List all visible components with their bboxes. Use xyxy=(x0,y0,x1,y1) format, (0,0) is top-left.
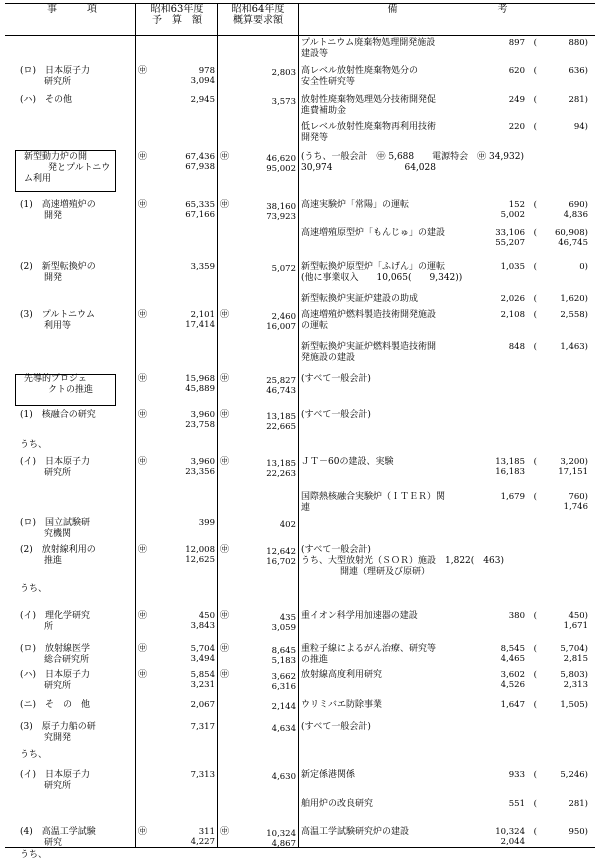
fy63-amount: 450 xyxy=(198,611,215,621)
remark-amount: 380 xyxy=(508,611,525,621)
remark-text: 放射線高度利用研究 xyxy=(301,670,383,680)
special-account-mark-icon: ㊥ xyxy=(220,827,230,837)
table-bottom-rule xyxy=(5,847,595,848)
remark-text: 高速増殖原型炉「もんじゅ」の建設 xyxy=(301,228,446,238)
fy63-amount-total: 17,414 xyxy=(185,320,215,330)
fy64-amount: 2,803 xyxy=(271,68,296,78)
fy64-amount-total: 16,007 xyxy=(266,322,296,332)
item-label: (3) プルトニウム xyxy=(20,310,95,320)
special-account-mark-icon: ㊥ xyxy=(138,827,148,837)
remark-prev-amount: 636) xyxy=(568,66,588,76)
remark-prev-amount-total: 2,313 xyxy=(563,680,588,690)
special-account-mark-icon: ㊥ xyxy=(220,374,230,384)
fy63-amount-total: 3,094 xyxy=(190,76,215,86)
item-label-cont: 利用等 xyxy=(44,321,72,331)
remark-text: 低レベル放射性廃棄物再利用技術 xyxy=(301,122,437,132)
fy63-amount: 2,101 xyxy=(190,310,215,320)
item-label-cont: 総合研究所 xyxy=(44,655,90,665)
item-label: (1) 核融合の研究 xyxy=(20,410,96,420)
fy64-amount-total: 22,263 xyxy=(266,469,296,479)
header-fy63-line1: 昭和63年度 xyxy=(150,4,204,15)
fy63-amount: 311 xyxy=(198,827,215,837)
fy63-amount: 7,317 xyxy=(190,722,215,732)
paren: ( xyxy=(533,38,537,48)
remark-text: 重粒子線によるがん治療、研究等 xyxy=(301,644,437,654)
item-label: (イ) 日本原子力 xyxy=(20,457,91,467)
special-account-mark-icon: ㊥ xyxy=(138,310,148,320)
remark-text-cont: 開連（理研及び原研） xyxy=(340,567,431,577)
item-label: 先導的プロジェ xyxy=(24,374,87,384)
item-label-cont: 研究所 xyxy=(44,681,72,691)
remark-prev-amount-total: 17,151 xyxy=(558,467,588,477)
remark-text: 高速実験炉「常陽」の運転 xyxy=(301,200,410,210)
special-account-mark-icon: ㊥ xyxy=(220,410,230,420)
remark-amount: 933 xyxy=(508,770,525,780)
fy64-amount: 25,827 xyxy=(266,376,296,386)
paren: ( xyxy=(533,66,537,76)
item-label-cont: 究機関 xyxy=(44,529,72,539)
fy64-amount-total: 3,059 xyxy=(271,623,296,633)
fy63-amount-total: 3,843 xyxy=(190,621,215,631)
remark-text-cont: (他に事業収入 10,065( 9,342)) xyxy=(301,273,463,283)
fy63-amount: 2,067 xyxy=(190,700,215,710)
item-label-cont: 研究所 xyxy=(44,781,72,791)
special-account-mark-icon: ㊥ xyxy=(138,66,148,76)
item-label: (ロ) 日本原子力 xyxy=(20,66,91,76)
item-label: (1) 高速増殖炉の xyxy=(20,200,96,210)
column-divider xyxy=(298,3,299,848)
remark-text-cont: の運転 xyxy=(301,321,329,331)
fy63-amount: 3,960 xyxy=(190,457,215,467)
remark-text: (すべて一般会計) xyxy=(301,410,371,420)
item-label-cont: 開発 xyxy=(44,211,63,221)
remark-amount-total: 16,183 xyxy=(495,467,525,477)
special-account-mark-icon: ㊥ xyxy=(220,200,230,210)
item-label: (4) 高温工学試験 xyxy=(20,827,96,837)
fy64-amount: 12,642 xyxy=(266,547,296,557)
remark-prev-amount: 5,704) xyxy=(560,644,588,654)
remark-amount: 2,026 xyxy=(500,294,525,304)
paren: ( xyxy=(533,228,537,238)
item-label-cont: 研究 xyxy=(44,838,63,848)
fy63-amount: 3,960 xyxy=(190,410,215,420)
fy64-amount-total: 73,923 xyxy=(266,212,296,222)
remark-text: (すべて一般会計) xyxy=(301,545,371,555)
remark-amount: 3,602 xyxy=(500,670,525,680)
remark-prev-amount-total: 46,745 xyxy=(558,238,588,248)
item-label: (ハ) 日本原子力 xyxy=(20,670,91,680)
item-label: (ニ) そ の 他 xyxy=(20,700,91,710)
remark-prev-amount-total: 4,836 xyxy=(563,210,588,220)
remark-prev-amount: 281) xyxy=(568,799,588,809)
item-label-cont: 開発 xyxy=(44,273,63,283)
fy64-amount-total: 16,702 xyxy=(266,557,296,567)
fy64-amount: 3,573 xyxy=(271,97,296,107)
remark-text-cont: 安全性研究等 xyxy=(301,77,356,87)
fy64-amount: 13,185 xyxy=(266,459,296,469)
fy64-amount-total: 95,002 xyxy=(266,164,296,174)
column-divider xyxy=(135,3,136,848)
remark-prev-amount: 880) xyxy=(568,38,588,48)
fy64-amount: 4,630 xyxy=(271,772,296,782)
special-account-mark-icon: ㊥ xyxy=(138,152,148,162)
remark-text-cont: の推進 xyxy=(301,655,329,665)
remark-prev-amount: 60,908) xyxy=(554,228,588,238)
fy64-amount: 5,072 xyxy=(271,264,296,274)
remark-amount: 8,545 xyxy=(500,644,525,654)
remark-text-cont: 開発等 xyxy=(301,133,329,143)
fy64-amount: 3,662 xyxy=(271,672,296,682)
fy63-amount: 65,335 xyxy=(185,200,215,210)
header-fy64-line2: 概算要求額 xyxy=(233,15,283,26)
item-label: (3) 原子力船の研 xyxy=(20,722,96,732)
remark-amount: 249 xyxy=(508,95,525,105)
remark-amount-total: 5,002 xyxy=(500,210,525,220)
remark-prev-amount: 2,558) xyxy=(560,310,588,320)
special-account-mark-icon: ㊥ xyxy=(138,410,148,420)
column-divider xyxy=(217,3,218,848)
special-account-mark-icon: ㊥ xyxy=(220,644,230,654)
item-label: (イ) 日本原子力 xyxy=(20,770,91,780)
special-account-mark-icon: ㊥ xyxy=(220,611,230,621)
remark-text: ウリミバエ防除事業 xyxy=(301,700,383,710)
special-account-mark-icon: ㊥ xyxy=(138,611,148,621)
remark-prev-amount: 690) xyxy=(568,200,588,210)
header-fy63-line2: 予 算 額 xyxy=(152,15,202,26)
item-label-cont: 発とプルトニウ xyxy=(48,163,111,173)
fy64-amount: 402 xyxy=(279,520,296,530)
remark-prev-amount: 1,505) xyxy=(560,700,588,710)
special-account-mark-icon: ㊥ xyxy=(220,152,230,162)
remark-amount: 2,108 xyxy=(500,310,525,320)
fy63-amount: 7,313 xyxy=(190,770,215,780)
remark-prev-amount: 1,620) xyxy=(560,294,588,304)
remark-text: 国際熱核融合実験炉（ＩＴＥＲ）関 xyxy=(301,492,446,502)
item-label-cont: ム利用 xyxy=(24,174,52,184)
header-fy64 xyxy=(218,4,298,26)
paren: ( xyxy=(533,799,537,809)
fy63-amount-total: 45,889 xyxy=(185,384,215,394)
remark-text-cont: 30,974 64,028 xyxy=(301,163,436,173)
fy64-amount: 13,185 xyxy=(266,412,296,422)
fy63-amount: 15,968 xyxy=(185,374,215,384)
remark-amount: 620 xyxy=(508,66,525,76)
remark-amount-total: 55,207 xyxy=(495,238,525,248)
fy64-amount-total: 6,316 xyxy=(271,682,296,692)
paren: ( xyxy=(533,700,537,710)
paren: ( xyxy=(533,310,537,320)
remark-text-cont: 連 xyxy=(301,503,311,513)
fy64-amount: 10,324 xyxy=(266,829,296,839)
paren: ( xyxy=(533,294,537,304)
remark-prev-amount: 760) xyxy=(568,492,588,502)
header-fy64-line1: 昭和64年度 xyxy=(231,4,285,15)
remark-prev-amount-total: 1,671 xyxy=(563,621,588,631)
item-label-cont: 研究所 xyxy=(44,77,72,87)
remark-text: ＪＴ－60の建設、実験 xyxy=(301,457,394,467)
remark-text-cont: 進費補助金 xyxy=(301,106,347,116)
fy63-amount: 2,945 xyxy=(190,95,215,105)
remark-prev-amount: 1,463) xyxy=(560,342,588,352)
remark-amount-total: 4,465 xyxy=(500,654,525,664)
remark-amount: 1,647 xyxy=(500,700,525,710)
remark-prev-amount: 450) xyxy=(568,611,588,621)
fy63-amount: 12,008 xyxy=(185,545,215,555)
fy64-amount-total: 5,183 xyxy=(271,656,296,666)
item-label: (2) 新型転換炉の xyxy=(20,262,96,272)
remark-amount: 152 xyxy=(508,200,525,210)
remark-text-cont: 発施設の建設 xyxy=(301,353,356,363)
item-label: うち、 xyxy=(20,440,48,450)
paren: ( xyxy=(533,262,537,272)
remark-text: 新型転換炉実証炉建設の助成 xyxy=(301,294,419,304)
remark-text: プルトニウム廃棄物処理開発施設 xyxy=(301,38,436,48)
paren: ( xyxy=(533,200,537,210)
item-label: うち、 xyxy=(20,584,48,594)
remark-amount: 10,324 xyxy=(495,827,525,837)
remark-prev-amount: 5,803) xyxy=(560,670,588,680)
special-account-mark-icon: ㊥ xyxy=(138,200,148,210)
remark-amount: 33,106 xyxy=(495,228,525,238)
item-label-cont: 推進 xyxy=(44,556,63,566)
item-label: 新型動力炉の開 xyxy=(24,152,88,162)
fy64-amount-total: 4,867 xyxy=(271,839,296,849)
remark-prev-amount: 0) xyxy=(579,262,588,272)
item-label-cont: 研究所 xyxy=(44,468,72,478)
special-account-mark-icon: ㊥ xyxy=(138,374,148,384)
fy64-amount: 2,144 xyxy=(271,702,296,712)
fy63-amount: 399 xyxy=(198,518,215,528)
remark-amount: 220 xyxy=(508,122,525,132)
special-account-mark-icon: ㊥ xyxy=(138,644,148,654)
remark-amount: 897 xyxy=(508,38,525,48)
remark-prev-amount: 281) xyxy=(568,95,588,105)
remark-prev-amount: 5,246) xyxy=(560,770,588,780)
paren: ( xyxy=(533,342,537,352)
remark-amount-total: 2,044 xyxy=(500,837,525,847)
fy63-amount-total: 67,166 xyxy=(185,210,215,220)
special-account-mark-icon: ㊥ xyxy=(220,670,230,680)
fy64-amount: 2,460 xyxy=(271,312,296,322)
remark-text: 新型転換炉実証炉燃料製造技術開 xyxy=(301,342,437,352)
paren: ( xyxy=(533,827,537,837)
remark-text: 新定係港関係 xyxy=(301,770,356,780)
remark-prev-amount: 94) xyxy=(573,122,588,132)
paren: ( xyxy=(533,770,537,780)
paren: ( xyxy=(533,492,537,502)
fy64-amount: 4,634 xyxy=(271,724,296,734)
item-label-cont: クトの推進 xyxy=(48,385,94,395)
fy63-amount-total: 12,625 xyxy=(185,555,215,565)
remark-amount: 13,185 xyxy=(495,457,525,467)
fy63-amount: 67,436 xyxy=(185,152,215,162)
header-remarks: 備 考 xyxy=(387,4,508,15)
remark-text: 高レベル放射性廃棄物処分の xyxy=(301,66,419,76)
fy63-amount: 978 xyxy=(198,66,215,76)
fy64-amount: 38,160 xyxy=(266,202,296,212)
remark-text-cont: うち、大型放射光（ＳＯＲ）施設 1,822( 463) xyxy=(301,556,504,566)
remark-text: 高温工学試験研究炉の建設 xyxy=(301,827,410,837)
remark-prev-amount: 950) xyxy=(568,827,588,837)
remark-text-cont: 建設等 xyxy=(301,49,329,59)
item-label: (ロ) 放射線医学 xyxy=(20,644,91,654)
item-label: (イ) 理化学研究 xyxy=(20,611,91,621)
item-label: (2) 放射線利用の xyxy=(20,545,96,555)
paren: ( xyxy=(533,457,537,467)
fy63-amount-total: 3,494 xyxy=(190,654,215,664)
paren: ( xyxy=(533,122,537,132)
special-account-mark-icon: ㊥ xyxy=(138,545,148,555)
remark-text: (すべて一般会計) xyxy=(301,722,371,732)
remark-amount: 1,035 xyxy=(500,262,525,272)
paren: ( xyxy=(533,644,537,654)
remark-text: (すべて一般会計) xyxy=(301,374,371,384)
header-item: 事 項 xyxy=(47,4,97,15)
fy63-amount-total: 23,356 xyxy=(185,467,215,477)
special-account-mark-icon: ㊥ xyxy=(138,457,148,467)
item-label-cont: 所 xyxy=(44,622,54,632)
paren: ( xyxy=(533,611,537,621)
header-fy63 xyxy=(137,4,217,26)
remark-text: 放射性廃棄物処理処分技術開発促 xyxy=(301,95,437,105)
remark-text: 重イオン科学用加速器の建設 xyxy=(301,611,418,621)
fy64-amount: 8,645 xyxy=(271,646,296,656)
special-account-mark-icon: ㊥ xyxy=(220,545,230,555)
remark-text: (うち、一般会計 ㊥ 5,688 電源特会 ㊥ 34,932) xyxy=(301,152,525,162)
remark-prev-amount-total: 1,746 xyxy=(563,502,588,512)
special-account-mark-icon: ㊥ xyxy=(138,670,148,680)
fy63-amount-total: 3,231 xyxy=(190,680,215,690)
item-label: うち、 xyxy=(20,750,48,760)
remark-amount: 848 xyxy=(508,342,525,352)
special-account-mark-icon: ㊥ xyxy=(220,310,230,320)
remark-amount: 1,679 xyxy=(500,492,525,502)
remark-prev-amount: 3,200) xyxy=(560,457,588,467)
remark-prev-amount-total: 2,815 xyxy=(563,654,588,664)
remark-amount-total: 4,526 xyxy=(500,680,525,690)
remark-text: 新型転換炉原型炉「ふげん」の運転 xyxy=(301,262,446,272)
special-account-mark-icon: ㊥ xyxy=(220,457,230,467)
remark-text: 舶用炉の改良研究 xyxy=(301,799,374,809)
fy64-amount: 435 xyxy=(279,613,296,623)
item-label: (ロ) 国立試験研 xyxy=(20,518,91,528)
item-label-cont: 究開発 xyxy=(44,733,72,743)
paren: ( xyxy=(533,670,537,680)
fy63-amount: 5,704 xyxy=(190,644,215,654)
fy63-amount-total: 23,758 xyxy=(185,420,215,430)
fy63-amount: 5,854 xyxy=(190,670,215,680)
item-label: (ハ) その他 xyxy=(20,95,73,105)
remark-text: 高速増殖炉燃料製造技術開発施設 xyxy=(301,310,437,320)
fy64-amount: 46,620 xyxy=(266,154,296,164)
fy64-amount-total: 22,665 xyxy=(266,422,296,432)
fy64-amount-total: 46,743 xyxy=(266,386,296,396)
fy63-amount-total: 4,227 xyxy=(190,837,215,847)
item-label: うち、 xyxy=(20,850,48,860)
paren: ( xyxy=(533,95,537,105)
fy63-amount-total: 67,938 xyxy=(185,162,215,172)
remark-amount: 551 xyxy=(508,799,525,809)
fy63-amount: 3,359 xyxy=(190,262,215,272)
